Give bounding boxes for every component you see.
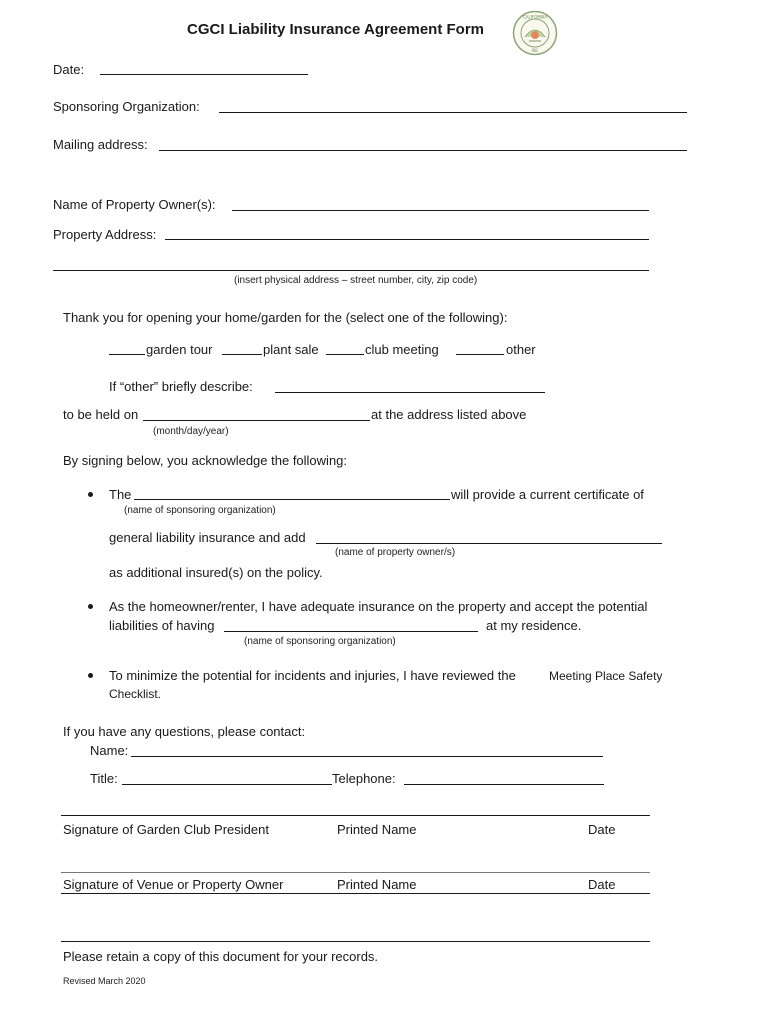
contact-name-label: Name:: [90, 743, 129, 758]
president-signature-label: Signature of Garden Club President: [63, 822, 269, 837]
b1-line3: as additional insured(s) on the policy.: [109, 565, 323, 580]
president-date-label: Date: [588, 822, 616, 837]
b3-line1a: To minimize the potential for incidents and injuries, I have reviewed the: [109, 668, 516, 683]
contact-title-field[interactable]: [122, 784, 332, 785]
option-other: other: [506, 342, 536, 357]
bullet-2: [88, 604, 93, 609]
svg-text:INC: INC: [531, 48, 539, 53]
owner-signature-label: Signature of Venue or Property Owner: [63, 877, 284, 892]
president-signature-line[interactable]: [61, 815, 650, 816]
option-club-meeting: club meeting: [365, 342, 439, 357]
property-address-label: Property Address:: [53, 227, 157, 242]
date-field[interactable]: [100, 74, 308, 75]
date-label: Date:: [53, 62, 85, 77]
b2-hint: (name of sponsoring organization): [244, 636, 396, 647]
other-describe-label: If “other” briefly describe:: [109, 379, 253, 394]
president-printed-name-label: Printed Name: [337, 822, 417, 837]
b2-line2a: liabilities of having: [109, 618, 215, 633]
property-address-field[interactable]: [165, 239, 649, 240]
sponsoring-org-label: Sponsoring Organization:: [53, 99, 200, 114]
owner-printed-name-label: Printed Name: [337, 877, 417, 892]
owner-underline: [61, 893, 650, 894]
event-intro: Thank you for opening your home/garden for the (select one of the following):: [63, 310, 508, 325]
contact-telephone-field[interactable]: [404, 784, 604, 785]
b2-line1: As the homeowner/renter, I have adequate insurance on the property and accept the potential: [109, 599, 648, 614]
b1-rest: will provide a current certificate of: [451, 487, 644, 502]
b3-line1b: Meeting Place Safety: [549, 669, 663, 683]
event-date-field[interactable]: [143, 420, 370, 421]
revised-date: Revised March 2020: [63, 976, 146, 986]
contact-intro: If you have any questions, please contact:: [63, 724, 306, 739]
acknowledge-intro: By signing below, you acknowledge the following:: [63, 453, 348, 468]
club-seal-logo: [512, 10, 558, 56]
property-address-field-line2[interactable]: [53, 270, 649, 271]
held-on-suffix: at the address listed above: [371, 407, 527, 422]
owner-date-label: Date: [588, 877, 616, 892]
b1-hint-property-owner: (name of property owner/s): [335, 547, 456, 558]
mailing-address-label: Mailing address:: [53, 137, 148, 152]
bullet-3: [88, 673, 93, 678]
bottom-rule: [61, 941, 650, 942]
option-garden-tour-blank[interactable]: [109, 354, 145, 355]
b1-the: The: [109, 487, 132, 502]
b2-sponsoring-org-field[interactable]: [224, 631, 478, 632]
b1-sponsoring-org-field[interactable]: [134, 499, 450, 500]
svg-text:CALIFORNIA: CALIFORNIA: [522, 14, 548, 20]
retain-note: Please retain a copy of this document for your records.: [63, 949, 379, 964]
sponsoring-org-field[interactable]: [219, 112, 687, 113]
property-owner-label: Name of Property Owner(s):: [53, 197, 216, 212]
other-describe-field[interactable]: [275, 392, 545, 393]
form-title: CGCI Liability Insurance Agreement Form: [187, 21, 485, 38]
option-plant-sale-blank[interactable]: [222, 354, 262, 355]
mailing-address-field[interactable]: [159, 150, 687, 151]
b1-hint-sponsoring-org: (name of sponsoring organization): [124, 505, 276, 516]
option-plant-sale: plant sale: [263, 342, 319, 357]
b1-property-owner-field[interactable]: [316, 543, 662, 544]
contact-telephone-label: Telephone:: [332, 771, 396, 786]
option-club-meeting-blank[interactable]: [326, 354, 364, 355]
contact-name-field[interactable]: [131, 756, 603, 757]
owner-signature-line[interactable]: [61, 872, 650, 873]
b1-line2: general liability insurance and add: [109, 530, 306, 545]
date-hint: (month/day/year): [153, 426, 229, 437]
b3-line2: Checklist.: [109, 687, 162, 701]
contact-title-label: Title:: [90, 771, 118, 786]
option-garden-tour: garden tour: [146, 342, 213, 357]
bullet-1: [88, 492, 93, 497]
address-hint: (insert physical address – street number, city, zip code): [234, 275, 478, 286]
property-owner-field[interactable]: [232, 210, 649, 211]
held-on-prefix: to be held on: [63, 407, 139, 422]
b2-line2b: at my residence.: [486, 618, 582, 633]
option-other-blank[interactable]: [456, 354, 504, 355]
